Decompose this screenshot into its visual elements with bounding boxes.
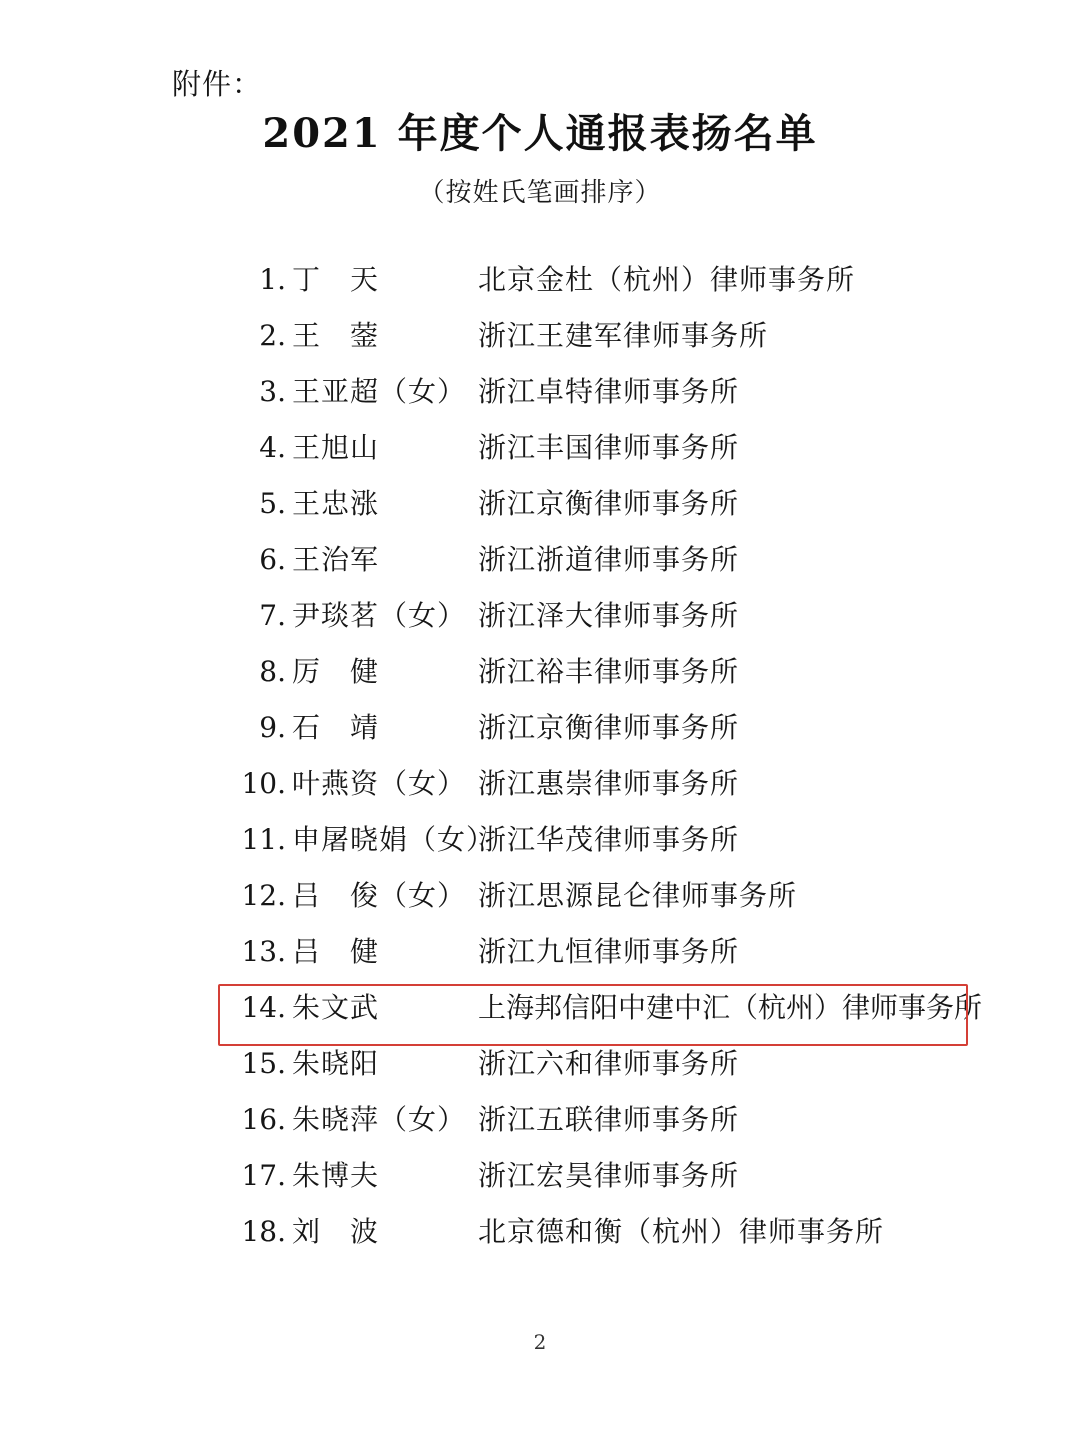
list-item-law-firm: 浙江宏昊律师事务所	[478, 1159, 740, 1192]
list-item-person-name: 尹琰茗（女）	[292, 599, 467, 632]
list-item	[0, 706, 1080, 762]
list-item	[0, 538, 1080, 594]
attachment-label: 附件：	[172, 67, 263, 101]
list-item	[0, 594, 1080, 650]
list-item-law-firm: 浙江惠崇律师事务所	[478, 767, 740, 800]
list-item-index: 10.	[241, 767, 286, 800]
list-item	[0, 986, 1080, 1042]
list-item-index: 3.	[259, 375, 286, 408]
list-item-law-firm: 上海邦信阳中建中汇（杭州）律师事务所	[478, 991, 983, 1024]
list-item-person-name: 朱博夫	[292, 1159, 380, 1192]
page-title: 2021 年度个人通报表扬名单	[262, 110, 818, 157]
list-item-law-firm: 浙江卓特律师事务所	[478, 375, 740, 408]
list-item-person-name: 朱晓阳	[292, 1047, 380, 1080]
list-item-index: 13.	[241, 935, 286, 968]
list-item-index: 8.	[259, 655, 286, 688]
list-item-person-name: 厉 健	[292, 655, 380, 688]
page-subtitle: （按姓氏笔画排序）	[418, 178, 662, 208]
list-item-person-name: 吕 俊（女）	[292, 879, 467, 912]
list-item-index: 15.	[241, 1047, 286, 1080]
list-item	[0, 818, 1080, 874]
page-number: 2	[533, 1330, 547, 1354]
list-item-law-firm: 浙江裕丰律师事务所	[478, 655, 740, 688]
list-item-person-name: 朱晓萍（女）	[292, 1103, 467, 1136]
list-item-law-firm: 浙江思源昆仑律师事务所	[478, 879, 798, 912]
list-item-law-firm: 浙江华茂律师事务所	[478, 823, 740, 856]
list-item-index: 12.	[241, 879, 286, 912]
list-item-index: 18.	[241, 1215, 286, 1248]
list-item	[0, 426, 1080, 482]
list-item	[0, 258, 1080, 314]
list-item-person-name: 王忠涨	[292, 487, 380, 520]
list-item-law-firm: 浙江浙道律师事务所	[478, 543, 740, 576]
list-item-person-name: 王旭山	[292, 431, 380, 464]
list-item	[0, 482, 1080, 538]
list-item-index: 17.	[241, 1159, 286, 1192]
list-item-index: 6.	[259, 543, 286, 576]
list-item	[0, 1154, 1080, 1210]
list-item-law-firm: 浙江王建军律师事务所	[478, 319, 769, 352]
list-item-person-name: 叶燕资（女）	[292, 767, 467, 800]
list-item-law-firm: 浙江京衡律师事务所	[478, 487, 740, 520]
list-item-person-name: 吕 健	[292, 935, 380, 968]
list-item-index: 1.	[259, 263, 286, 296]
commendation-list	[0, 258, 1080, 1266]
list-item-person-name: 刘 波	[292, 1215, 380, 1248]
list-item-index: 11.	[241, 823, 286, 856]
list-item-law-firm: 浙江京衡律师事务所	[478, 711, 740, 744]
list-item-person-name: 石 靖	[292, 711, 380, 744]
list-item	[0, 650, 1080, 706]
list-item-person-name: 王治军	[292, 543, 380, 576]
list-item	[0, 370, 1080, 426]
list-item-index: 2.	[259, 319, 286, 352]
list-item-index: 16.	[241, 1103, 286, 1136]
list-item	[0, 1098, 1080, 1154]
list-item-law-firm: 浙江泽大律师事务所	[478, 599, 740, 632]
list-item-index: 5.	[259, 487, 286, 520]
list-item	[0, 1042, 1080, 1098]
list-item-person-name: 王亚超（女）	[292, 375, 467, 408]
list-item-index: 14.	[241, 991, 286, 1024]
list-item-index: 7.	[259, 599, 286, 632]
list-item-index: 9.	[259, 711, 286, 744]
list-item-law-firm: 北京德和衡（杭州）律师事务所	[478, 1215, 885, 1248]
list-item-person-name: 申屠晓娟（女）	[292, 823, 496, 856]
list-item-index: 4.	[259, 431, 286, 464]
list-item	[0, 930, 1080, 986]
list-item-law-firm: 浙江六和律师事务所	[478, 1047, 740, 1080]
list-item-law-firm: 北京金杜（杭州）律师事务所	[478, 263, 856, 296]
list-item	[0, 762, 1080, 818]
list-item	[0, 1210, 1080, 1266]
list-item	[0, 314, 1080, 370]
list-item-person-name: 朱文武	[292, 991, 380, 1024]
list-item-law-firm: 浙江丰国律师事务所	[478, 431, 740, 464]
list-item-law-firm: 浙江五联律师事务所	[478, 1103, 740, 1136]
list-item-person-name: 丁 天	[292, 263, 380, 296]
list-item-law-firm: 浙江九恒律师事务所	[478, 935, 740, 968]
list-item	[0, 874, 1080, 930]
list-item-person-name: 王 蓥	[292, 319, 380, 352]
